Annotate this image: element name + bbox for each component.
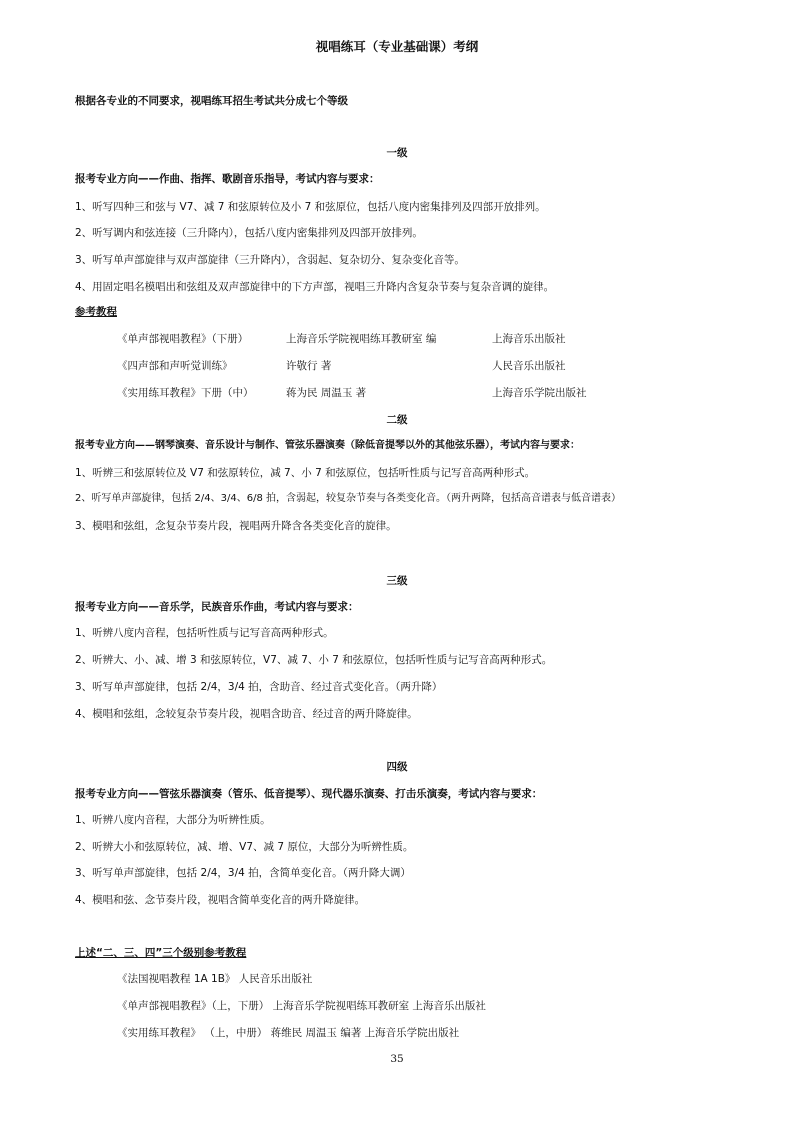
ref-author: 上海音乐学院视唱练耳教研室 编 — [286, 333, 437, 345]
shared-ref-item-3: 《实用练耳教程》 （上，中册） 蒋维民 周温玉 编著 上海音乐学院出版社 — [117, 1027, 460, 1039]
shared-ref-heading: 上述“二、三、四”三个级别参考教程 — [75, 947, 247, 959]
ref-author: 蒋为民 周温玉 著 — [286, 387, 367, 399]
ref-publisher: 人民音乐出版社 — [492, 360, 566, 372]
intro-text: 根据各专业的不同要求，视唱练耳招生考试共分成七个等级 — [75, 95, 348, 107]
level4-item-4: 4、模唱和弦、念节奏片段，视唱含简单变化音的两升降旋律。 — [75, 894, 366, 906]
level1-item-1: 1、听写四种三和弦与 V7、减 7 和弦原转位及小 7 和弦原位，包括八度内密集排列及四部开放排列。 — [75, 201, 546, 213]
level1-item-3: 3、听写单声部旋律与双声部旋律（三升降内），含弱起、复杂切分、复杂变化音等。 — [75, 254, 465, 266]
ref-author: 许敬行 著 — [286, 360, 332, 372]
level2-heading: 二级 — [386, 414, 408, 426]
page-title: 视唱练耳（专业基础课）考纲 — [315, 39, 479, 54]
level3-item-1: 1、听辨八度内音程，包括听性质与记写音高两种形式。 — [75, 627, 334, 639]
ref-publisher: 上海音乐出版社 — [492, 333, 566, 345]
level1-item-4: 4、用固定唱名模唱出和弦组及双声部旋律中的下方声部，视唱三升降内含复杂节奏与复杂音调的旋律。 — [75, 281, 555, 293]
level3-item-4: 4、模唱和弦组，念较复杂节奏片段，视唱含助音、经过音的两升降旋律。 — [75, 708, 418, 720]
level1-ref-heading: 参考教程 — [75, 306, 117, 318]
page-number: 35 — [390, 1053, 404, 1065]
ref-publisher: 上海音乐学院出版社 — [492, 387, 587, 399]
level3-item-3: 3、听写单声部旋律，包括 2/4，3/4 拍，含助音、经过音式变化音。（两升降） — [75, 681, 443, 693]
shared-ref-item-1: 《法国视唱教程 1A 1B》 人民音乐出版社 — [117, 973, 313, 985]
level2-item-2: 2、听写单声部旋律，包括 2/4、3/4、6/8 拍，含弱起，较复杂节奏与各类变化音。（两升两降，包括高音谱表与低音谱表） — [75, 493, 622, 504]
level2-item-1: 1、听辨三和弦原转位及 V7 和弦原转位，减 7、小 7 和弦原位，包括听性质与记写音高两种形式。 — [75, 467, 536, 479]
level3-direction: 报考专业方向——音乐学，民族音乐作曲，考试内容与要求： — [75, 601, 359, 613]
level3-item-2: 2、听辨大、小、减、增 3 和弦原转位，V7、减 7、小 7 和弦原位，包括听性质与记写音高两种形式。 — [75, 654, 553, 666]
level2-direction: 报考专业方向——钢琴演奏、音乐设计与制作、管弦乐器演奏（除低音提琴以外的其他弦乐器），考试内容与要求： — [75, 440, 580, 451]
level4-item-2: 2、听辨大小和弦原转位，减、增、V7、减 7 原位，大部分为听辨性质。 — [75, 841, 414, 853]
ref-book-title: 《四声部和声听觉训练》 — [117, 360, 233, 372]
level2-item-3: 3、模唱和弦组，念复杂节奏片段，视唱两升降含各类变化音的旋律。 — [75, 520, 397, 532]
level1-direction: 报考专业方向——作曲、指挥、歌剧音乐指导，考试内容与要求： — [75, 173, 380, 185]
ref-book-title: 《实用练耳教程》下册（中） — [117, 387, 254, 399]
level4-item-3: 3、听写单声部旋律，包括 2/4，3/4 拍，含简单变化音。（两升降大调） — [75, 867, 411, 879]
level4-item-1: 1、听辨八度内音程，大部分为听辨性质。 — [75, 814, 271, 826]
ref-book-title: 《单声部视唱教程》（下册） — [117, 333, 249, 345]
level1-item-2: 2、听写调内和弦连接（三升降内），包括八度内密集排列及四部开放排列。 — [75, 227, 423, 239]
shared-ref-item-2: 《单声部视唱教程》（上，下册） 上海音乐学院视唱练耳教研室 上海音乐出版社 — [117, 1000, 486, 1012]
level3-heading: 三级 — [386, 575, 408, 587]
level4-heading: 四级 — [386, 761, 408, 773]
level1-heading: 一级 — [386, 147, 408, 159]
level4-direction: 报考专业方向——管弦乐器演奏（管乐、低音提琴）、现代器乐演奏、打击乐演奏，考试内容与要求： — [75, 788, 543, 800]
